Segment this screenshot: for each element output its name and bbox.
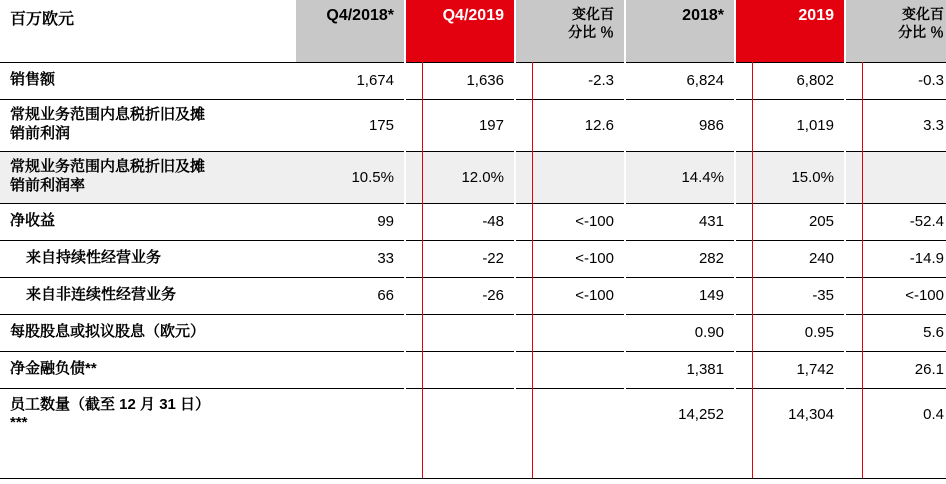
table-row [0, 99, 946, 151]
cell-fy-change: -0.3 [846, 62, 946, 99]
cell-q4-change: -2.3 [516, 62, 624, 99]
row-label-line1: 常规业务范围内息税折旧及摊 [10, 158, 206, 176]
highlight-rule-right-fy-2019 [862, 62, 863, 478]
row-label-line2: 销前利润率 [10, 177, 86, 194]
table-body [0, 62, 946, 440]
cell-q4-2019: 197 [406, 99, 514, 151]
cell-q4-2018: 66 [296, 277, 404, 314]
table-row [0, 151, 946, 203]
row-label: 来自非连续性经营业务 [0, 277, 296, 314]
table-row [0, 240, 946, 277]
cell-fy-2018: 14,252 [626, 388, 734, 440]
cell-fy-2019: 205 [736, 203, 844, 240]
cell-q4-2018: 1,674 [296, 62, 404, 99]
cell-fy-2018: 6,824 [626, 62, 734, 99]
row-label [0, 388, 296, 440]
row-label [0, 99, 296, 151]
header-unit-label: 百万欧元 [10, 11, 75, 28]
cell-fy-change: 5.6 [846, 314, 946, 351]
cell-fy-change: 3.3 [846, 99, 946, 151]
cell-q4-2018: 10.5% [296, 151, 404, 203]
cell-fy-change: 0.4 [846, 388, 946, 440]
cell-fy-2018: 14.4% [626, 151, 734, 203]
row-label-line1: 常规业务范围内息税折旧及摊 [10, 106, 206, 124]
cell-q4-2018 [296, 314, 404, 351]
header-fy-change-line2: 分比 ％ [898, 23, 944, 40]
table-row [0, 388, 946, 440]
cell-q4-2018: 33 [296, 240, 404, 277]
row-label [0, 151, 296, 203]
cell-q4-2018: 99 [296, 203, 404, 240]
cell-q4-2018 [296, 351, 404, 388]
cell-q4-change: <-100 [516, 277, 624, 314]
cell-q4-2018 [296, 388, 404, 440]
row-label: 每股股息或拟议股息（欧元） [0, 314, 296, 351]
table-bottom-border [0, 478, 946, 479]
row-label-line1: 员工数量（截至 12 月 31 日） [10, 395, 211, 413]
cell-fy-2019: 15.0% [736, 151, 844, 203]
cell-fy-change [846, 151, 946, 203]
cell-fy-change: 26.1 [846, 351, 946, 388]
highlight-rule-right-q4-2019 [532, 62, 533, 478]
cell-q4-change: <-100 [516, 203, 624, 240]
highlight-rule-left-q4-2019 [422, 62, 423, 478]
row-label: 净金融负债** [0, 351, 296, 388]
cell-fy-2019: 1,742 [736, 351, 844, 388]
cell-fy-change: -52.4 [846, 203, 946, 240]
cell-fy-2019: 1,019 [736, 99, 844, 151]
table-row [0, 277, 946, 314]
cell-q4-2019: -48 [406, 203, 514, 240]
header-q4-change [516, 0, 624, 62]
cell-q4-2019: -26 [406, 277, 514, 314]
cell-fy-2019: 6,802 [736, 62, 844, 99]
header-fy-2019: 2019 [736, 0, 844, 62]
header-fy-change-line1: 变化百 [902, 6, 944, 22]
cell-fy-2018: 0.90 [626, 314, 734, 351]
cell-q4-change: <-100 [516, 240, 624, 277]
cell-fy-2019: 0.95 [736, 314, 844, 351]
row-label: 来自持续性经营业务 [0, 240, 296, 277]
cell-fy-2018: 986 [626, 99, 734, 151]
cell-q4-2019: 1,636 [406, 62, 514, 99]
header-q4-change-line1: 变化百 [572, 6, 614, 22]
header-q4-2018: Q4/2018* [296, 0, 404, 62]
cell-q4-2018: 175 [296, 99, 404, 151]
cell-fy-2018: 149 [626, 277, 734, 314]
cell-fy-2018: 431 [626, 203, 734, 240]
table-row [0, 351, 946, 388]
cell-q4-2019: -22 [406, 240, 514, 277]
row-label-line2: *** [10, 414, 28, 432]
cell-fy-2019: 14,304 [736, 388, 844, 440]
highlight-rule-left-fy-2019 [752, 62, 753, 478]
cell-q4-2019: 12.0% [406, 151, 514, 203]
cell-fy-2019: 240 [736, 240, 844, 277]
table-row [0, 314, 946, 351]
cell-fy-change: <-100 [846, 277, 946, 314]
table-row [0, 203, 946, 240]
header-q4-change-line2: 分比 ％ [568, 23, 614, 40]
row-label: 净收益 [0, 203, 296, 240]
header-fy-2018: 2018* [626, 0, 734, 62]
cell-fy-2019: -35 [736, 277, 844, 314]
cell-fy-2018: 1,381 [626, 351, 734, 388]
table-header-row [0, 0, 946, 62]
table-row [0, 62, 946, 99]
cell-q4-change: 12.6 [516, 99, 624, 151]
cell-fy-change: -14.9 [846, 240, 946, 277]
header-q4-2019: Q4/2019 [406, 0, 514, 62]
row-label-line2: 销前利润 [10, 125, 71, 142]
row-label: 销售额 [0, 62, 296, 99]
header-fy-change [846, 0, 946, 62]
cell-fy-2018: 282 [626, 240, 734, 277]
